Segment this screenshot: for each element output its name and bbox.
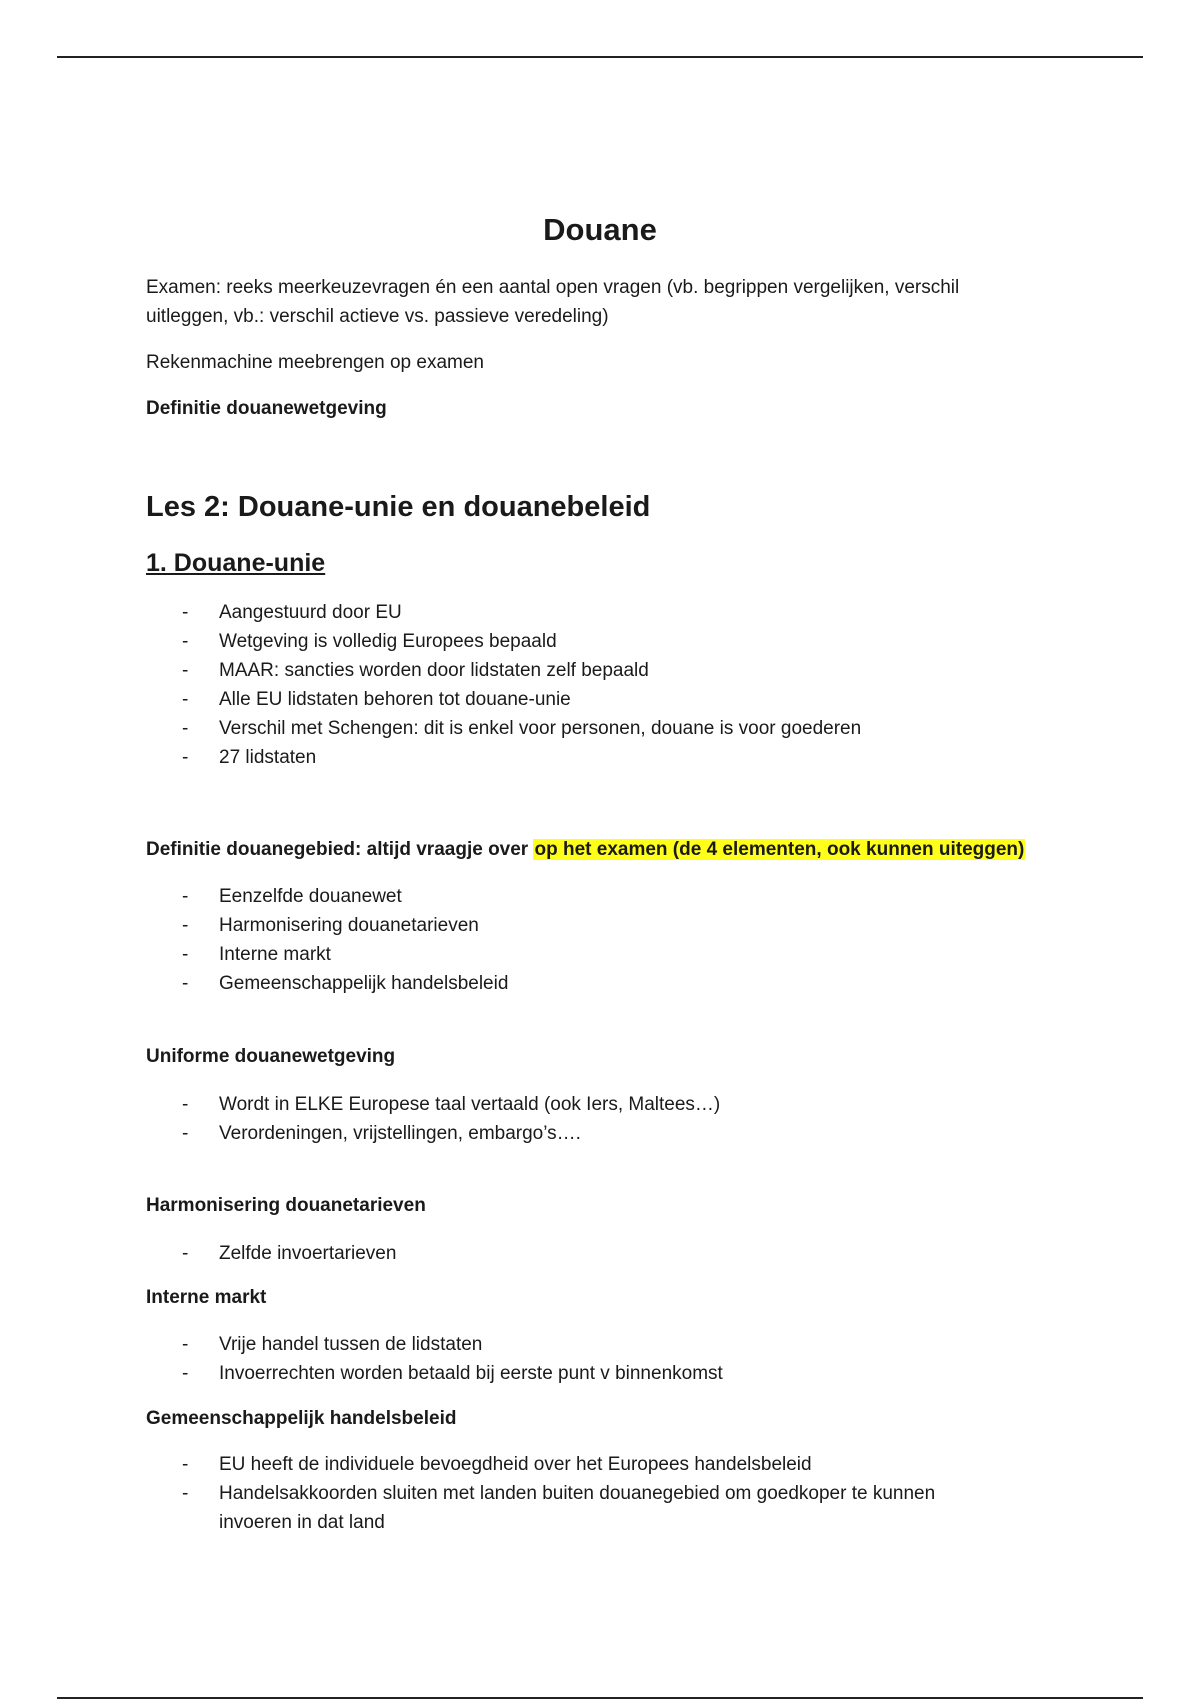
- list-item: - Eenzelfde douanewet: [182, 882, 1042, 911]
- section-heading-douane-unie: 1. Douane-unie: [146, 549, 326, 577]
- bullet-dash: -: [182, 1334, 189, 1355]
- handelsbeleid-list: [182, 1450, 962, 1537]
- bullet-dash: -: [182, 660, 189, 681]
- bullet-dash: -: [182, 689, 189, 710]
- bullet-dash: -: [182, 631, 189, 652]
- bullet-dash: -: [182, 747, 189, 768]
- calculator-note: Rekenmachine meebrengen op examen: [146, 352, 484, 373]
- list-item: - Vrije handel tussen de lidstaten: [182, 1330, 1042, 1359]
- list-item: - EU heeft de individuele bevoegdheid over het Europees handelsbeleid: [182, 1450, 962, 1479]
- list-item: - Wordt in ELKE Europese taal vertaald (ook Iers, Maltees…): [182, 1090, 1042, 1119]
- interne-markt-list: [182, 1330, 1042, 1388]
- list-item: - 27 lidstaten: [182, 743, 1042, 772]
- bullet-dash: -: [182, 973, 189, 994]
- douanegebied-list: [182, 882, 1042, 998]
- lesson-heading: Les 2: Douane-unie en douanebeleid: [146, 491, 651, 523]
- exam-info: Examen: reeks meerkeuzevragen én een aantal open vragen (vb. begrippen vergelijken, verschil uitleggen, vb.: verschil actieve vs. passieve veredeling): [146, 277, 960, 327]
- interne-markt-heading: Interne markt: [146, 1287, 267, 1308]
- list-item: - Wetgeving is volledig Europees bepaald: [182, 627, 1042, 656]
- harmonisering-list: [182, 1239, 1042, 1268]
- list-item: - Verordeningen, vrijstellingen, embargo’s….: [182, 1119, 1042, 1148]
- bullet-dash: -: [182, 886, 189, 907]
- bullet-dash: -: [182, 915, 189, 936]
- list-item: - Zelfde invoertarieven: [182, 1239, 1042, 1268]
- bullet-dash: -: [182, 1243, 189, 1264]
- list-item: - Invoerrechten worden betaald bij eerste punt v binnenkomst: [182, 1359, 1042, 1388]
- exam-highlight: op het examen (de 4 elementen, ook kunnen uiteggen): [534, 839, 1025, 860]
- list-item: - Handelsakkoorden sluiten met landen buiten douanegebied om goedkoper te kunnen invoeren in dat land: [182, 1479, 962, 1537]
- handelsbeleid-heading: Gemeenschappelijk handelsbeleid: [146, 1408, 457, 1429]
- list-item: - Alle EU lidstaten behoren tot douane-unie: [182, 685, 1042, 714]
- bullet-dash: -: [182, 718, 189, 739]
- harmonisering-heading: Harmonisering douanetarieven: [146, 1195, 426, 1216]
- list-item: - Aangestuurd door EU: [182, 598, 1042, 627]
- top-rule: [57, 56, 1143, 58]
- bullet-dash: -: [182, 1483, 189, 1504]
- list-item: - Gemeenschappelijk handelsbeleid: [182, 969, 1042, 998]
- list-item: - Harmonisering douanetarieven: [182, 911, 1042, 940]
- douanegebied-heading: Definitie douanegebied: altijd vraagje over op het examen (de 4 elementen, ook kunnen uiteggen): [146, 839, 1025, 860]
- bullet-dash: -: [182, 944, 189, 965]
- bullet-dash: -: [182, 1123, 189, 1144]
- list-item: - Verschil met Schengen: dit is enkel voor personen, douane is voor goederen: [182, 714, 1042, 743]
- bottom-rule: [57, 1697, 1143, 1699]
- list-item: - Interne markt: [182, 940, 1042, 969]
- douane-unie-list: [182, 598, 1042, 772]
- uniforme-list: [182, 1090, 1042, 1148]
- definition-heading: Definitie douanewetgeving: [146, 398, 387, 419]
- uniforme-heading: Uniforme douanewetgeving: [146, 1046, 396, 1067]
- bullet-dash: -: [182, 1363, 189, 1384]
- bullet-dash: -: [182, 1454, 189, 1475]
- bullet-dash: -: [182, 602, 189, 623]
- bullet-dash: -: [182, 1094, 189, 1115]
- document-title: Douane: [543, 212, 657, 247]
- list-item: - MAAR: sancties worden door lidstaten zelf bepaald: [182, 656, 1042, 685]
